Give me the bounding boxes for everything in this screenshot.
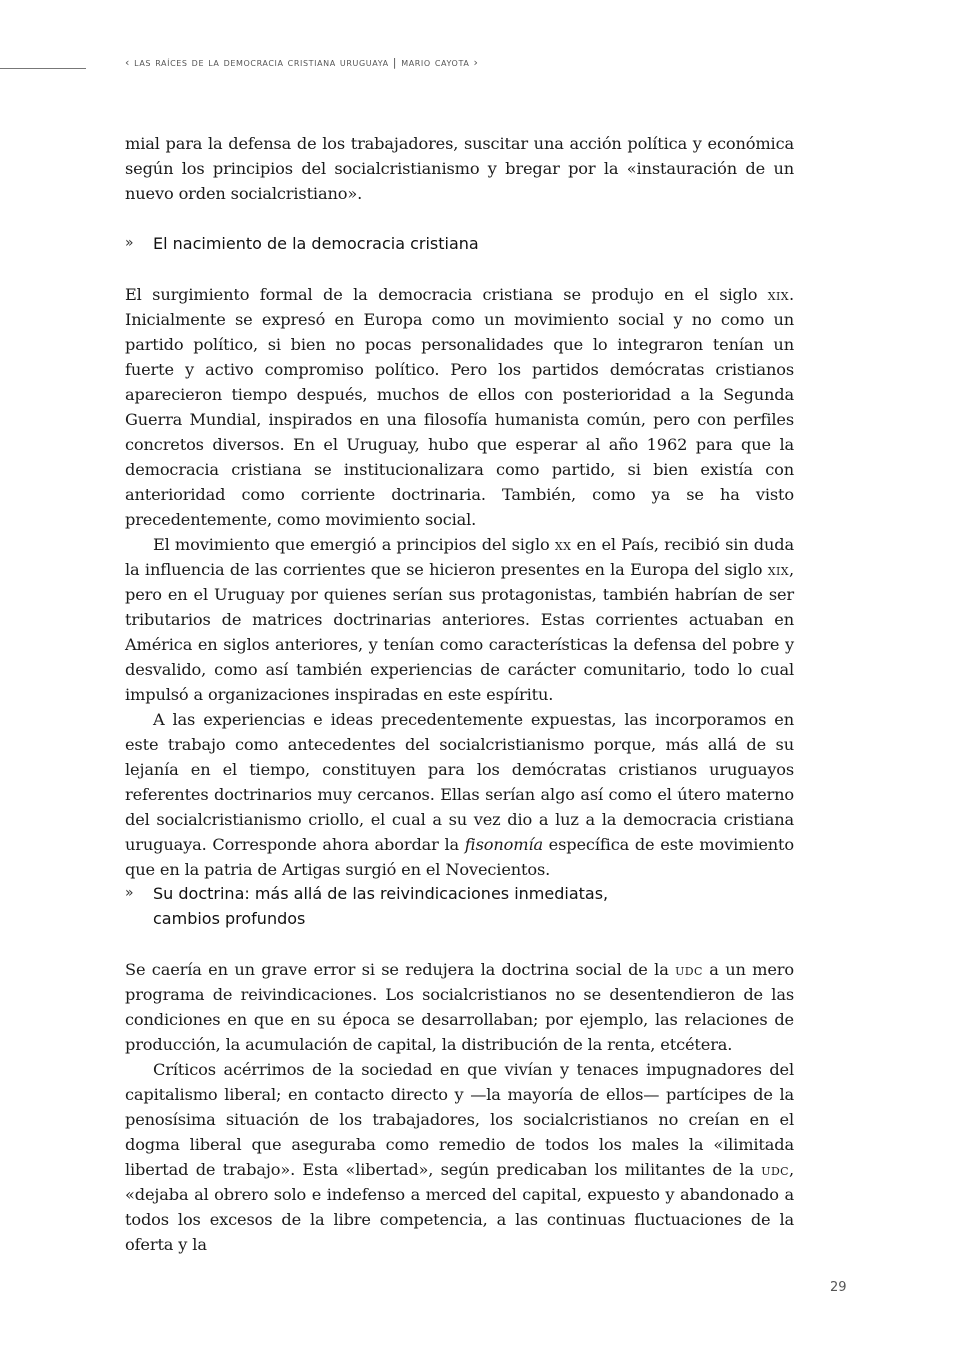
paragraph: [125, 1057, 794, 1257]
continuation-paragraph: [125, 131, 794, 206]
section-title: El nacimiento de la democracia cristiana: [153, 234, 479, 253]
section-title-line-2: cambios profundos: [153, 909, 306, 928]
section-title-line-1: Su doctrina: más allá de las reivindicaciones inmediatas,: [153, 884, 609, 903]
text-run: A las experiencias e ideas precedentemente expuestas, las incorporamos en este trabajo como antecedentes del socialcristianismo porque, más allá de su lejanía en el tiempo, constituyen para los demócratas cristianos uruguayos referentes doctrinarios muy cercanos. Ellas serían algo así como el útero materno del socialcristianismo criollo, el cual a su vez dio a luz a la democracia cristiana uruguaya. Corresponde ahora abordar la: [125, 710, 794, 854]
header-close-bracket: ›: [473, 56, 479, 69]
header-open-bracket: ‹: [125, 56, 130, 69]
header-separator: |: [392, 56, 398, 69]
header-rule: [0, 68, 86, 69]
section-2-body: [125, 957, 794, 1257]
italic-term: fisonomía: [464, 835, 543, 854]
text-run: , pero en el Uruguay por quienes serían sus protagonistas, también habrían de ser tributarios de matrices doctrinarias anteriores. Estas corrientes actuaban en América en siglos anteriores, y tenían como características la defensa del pobre y desvalido, como así también experiencias de carácter comunitario, todo lo cual impulsó a organizaciones inspiradas en este espíritu.: [125, 560, 794, 704]
acronym: udc: [675, 960, 703, 979]
section-heading-2: [125, 881, 794, 931]
century-numeral: xix: [767, 560, 789, 579]
text-run: a un mero programa de reivindicaciones. Los socialcristianos no se desentendieron de las condiciones en que en su época se desarrollaban; por ejemplo, las relaciones de producción, la acumulación de capital, la distribución de la renta, etcétera.: [125, 960, 794, 1054]
paragraph: [125, 282, 794, 532]
paragraph: [125, 532, 794, 707]
text-run: en el País, recibió sin duda la influencia de las corrientes que se hicieron presentes en la Europa del siglo: [125, 535, 794, 579]
section-1-body: [125, 282, 794, 882]
century-numeral: xx: [554, 535, 572, 554]
text-run: . Inicialmente se expresó en Europa como un movimiento social y no como un partido político, si bien no pocas personalidades que lo integraron tenían un fuerte y activo compromiso político. Pero los partidos demócratas cristianos aparecieron tiempo después, muchos de ellos con posterioridad a la Segunda Guerra Mundial, inspirados en una filosofía humanista común, pero con perfiles concretos diversos. En el Uruguay, hubo que esperar al año 1962 para que la democracia cristiana se institucionalizara como partido, si bien existía con anterioridad como corriente doctrinaria. También, como ya se ha visto precedentemente, como movimiento social.: [125, 285, 794, 529]
running-header: [125, 56, 479, 69]
text-run: específica de este movimiento que en la patria de Artigas surgió en el Novecientos.: [125, 835, 794, 879]
paragraph: mial para la defensa de los trabajadores, suscitar una acción política y económica según los principios del socialcristianismo y bregar por la «instauración de un nuevo orden socialcristiano».: [125, 134, 794, 203]
text-run: Se caería en un grave error si se redujera la doctrina social de la: [125, 960, 676, 979]
section-marker: »: [125, 235, 134, 251]
text-run: El movimiento que emergió a principios del siglo: [153, 535, 555, 554]
page-number: 29: [830, 1280, 847, 1295]
text-run: , «dejaba al obrero solo e indefenso a merced del capital, expuesto y abandonado a todos los excesos de la libre competencia, a las continuas fluctuaciones de la oferta y la: [125, 1160, 794, 1254]
text-run: El surgimiento formal de la democracia cristiana se produjo en el siglo: [125, 285, 768, 304]
section-marker: »: [125, 885, 134, 901]
section-heading-1: [125, 231, 794, 256]
book-title: las raíces de la democracia cristiana uruguaya: [134, 56, 389, 69]
author-name: mario cayota: [401, 56, 470, 69]
century-numeral: xix: [767, 285, 789, 304]
acronym: udc: [761, 1160, 789, 1179]
text-run: Críticos acérrimos de la sociedad en que vivían y tenaces impugnadores del capitalismo liberal; en contacto directo y —la mayoría de ellos— partícipes de la penosísima situación de los trabajadores, los socialcristianos no creían en el dogma liberal que aseguraba como remedio de todos los males la «ilimitada libertad de trabajo». Esta «libertad», según predicaban los militantes de la: [125, 1060, 794, 1179]
paragraph: [125, 957, 794, 1057]
paragraph: [125, 707, 794, 882]
